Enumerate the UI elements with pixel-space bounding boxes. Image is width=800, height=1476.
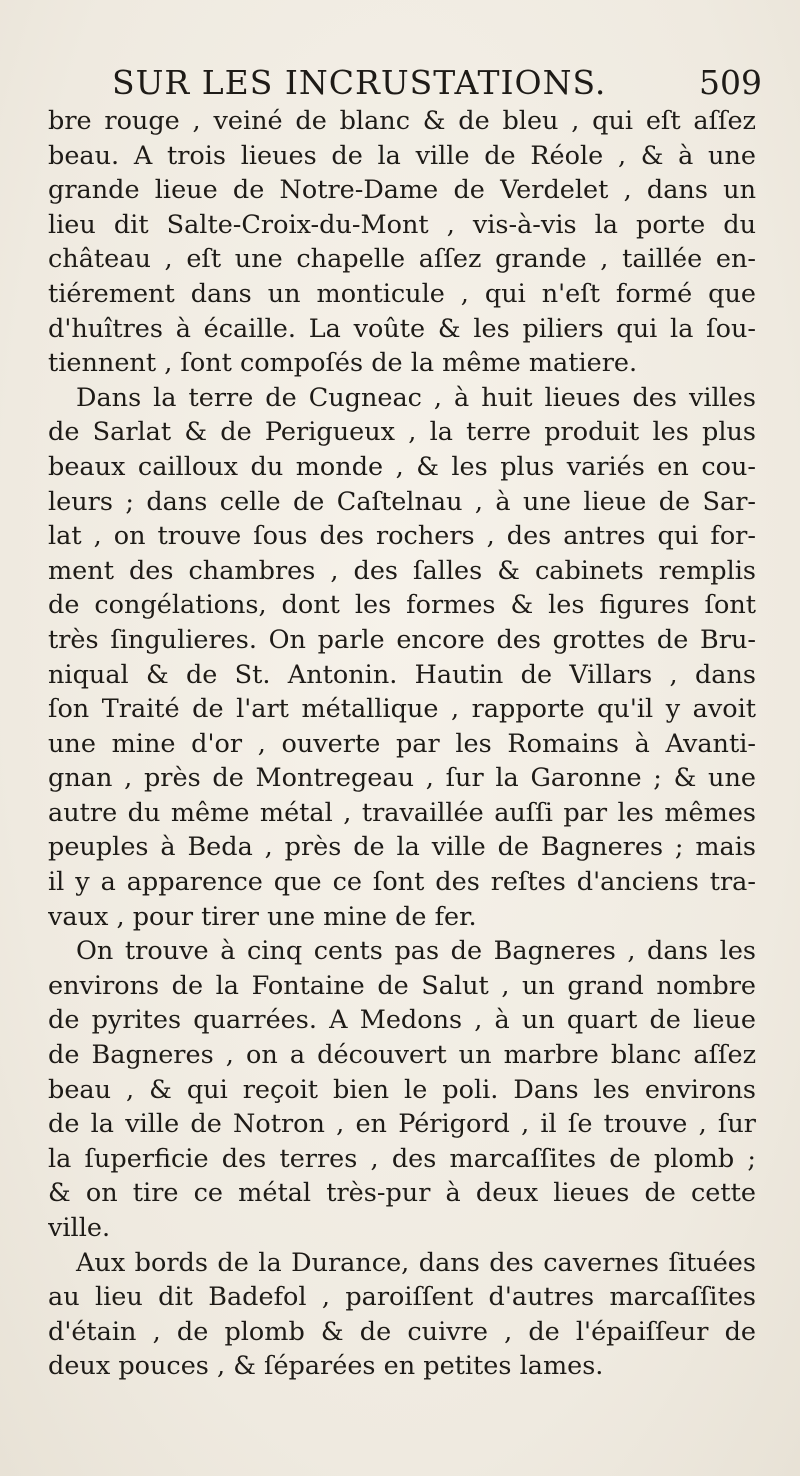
text-line: autre du même métal , travaillée auſſi par les mêmes: [48, 797, 756, 828]
text-line: leurs ; dans celle de Caſtelnau , à une lieue de Sar-: [48, 486, 756, 517]
text-line: une mine d'or , ouverte par les Romains à Avanti-: [48, 728, 756, 759]
text-line: d'étain , de plomb & de cuivre , de l'épaiſſeur de: [48, 1316, 756, 1347]
text-line: bre rouge , veiné de blanc & de bleu , qui eſt aſſez: [48, 106, 756, 136]
text-line: tiennent , ſont compoſés de la même matiere.: [48, 348, 638, 379]
text-line: ment des chambres , des ſalles & cabinets remplis: [48, 555, 756, 586]
text-line: château , eſt une chapelle aſſez grande , taillée en-: [48, 244, 756, 275]
text-line: il y a apparence que ce ſont des reſtes d'anciens tra-: [48, 867, 756, 898]
text-line: d'huîtres à écaille. La voûte & les piliers qui la ſou-: [48, 313, 756, 344]
text-line: de pyrites quarrées. A Medons , à un quart de lieue: [48, 1005, 756, 1036]
text-line: beau , & qui reçoit bien le poli. Dans les environs: [48, 1074, 756, 1105]
text-line: environs de la Fontaine de Salut , un grand nombre: [48, 970, 756, 1001]
text-line: tiérement dans un monticule , qui n'eſt formé que: [48, 278, 756, 309]
text-line: beau. A trois lieues de la ville de Réole , & à une: [48, 140, 756, 171]
text-line: peuples à Beda , près de la ville de Bagneres ; mais: [48, 832, 756, 863]
text-line: très ſingulieres. On parle encore des grottes de Bru-: [48, 624, 756, 655]
text-line: deux pouces , & ſéparées en petites lames.: [48, 1351, 604, 1382]
text-line: de Bagneres , on a découvert un marbre blanc aſſez: [48, 1040, 756, 1071]
running-title: SUR LES INCRUSTATIONS.: [112, 63, 607, 102]
text-line: gnan , près de Montregeau , ſur la Garonne ; & une: [48, 763, 756, 794]
text-line: de Sarlat & de Perigueux , la terre produit les plus: [48, 417, 756, 448]
text-line: Aux bords de la Durance, dans des cavernes ſituées: [76, 1247, 756, 1278]
text-line: niqual & de St. Antonin. Hautin de Villars , dans: [48, 659, 756, 690]
text-line: vaux , pour tirer une mine de fer.: [48, 901, 477, 932]
body-text: [48, 104, 756, 1384]
page-number: 509: [699, 63, 762, 102]
text-line: Dans la terre de Cugneac , à huit lieues des villes: [76, 382, 756, 413]
text-line: grande lieue de Notre-Dame de Verdelet , dans un: [48, 175, 756, 206]
text-line: lat , on trouve ſous des rochers , des antres qui for-: [48, 521, 756, 552]
running-head: [112, 60, 762, 106]
text-line: au lieu dit Badefol , paroiſſent d'autres marcaſſites: [48, 1282, 756, 1313]
text-line: On trouve à cinq cents pas de Bagneres , dans les: [76, 936, 756, 967]
text-line: ſon Traité de l'art métallique , rapporte qu'il y avoit: [48, 694, 756, 725]
text-line: lieu dit Salte-Croix-du-Mont , vis-à-vis la porte du: [48, 209, 756, 240]
text-line: de la ville de Notron , en Périgord , il ſe trouve , ſur: [48, 1109, 756, 1140]
text-line: de congélations, dont les formes & les figures ſont: [48, 590, 756, 621]
text-line: la ſuperficie des terres , des marcaſſites de plomb ;: [48, 1143, 756, 1174]
text-line: ville.: [48, 1213, 111, 1243]
text-line: beaux cailloux du monde , & les plus variés en cou-: [48, 451, 756, 482]
text-line: & on tire ce métal très-pur à deux lieues de cette: [48, 1178, 756, 1209]
